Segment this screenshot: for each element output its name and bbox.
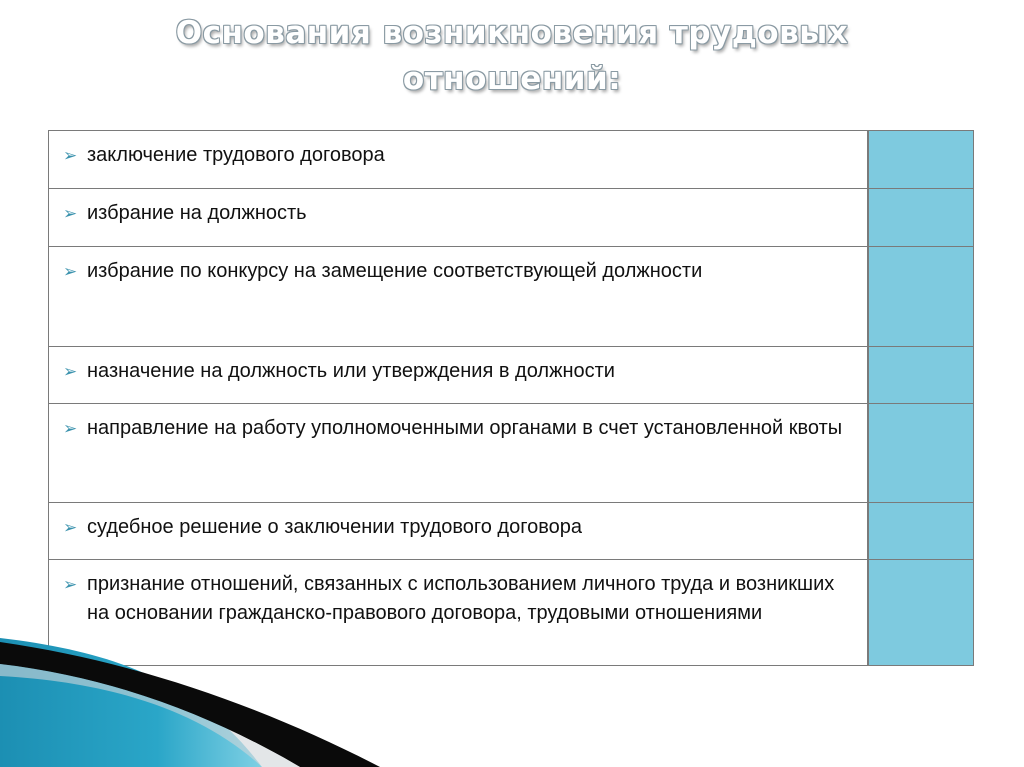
item-text: избрание на должность [87,202,307,224]
accent-cell [868,247,974,347]
item-cell [49,404,869,503]
grounds-table [48,130,974,666]
accent-cell [868,131,974,189]
corner-swoosh [0,590,1024,767]
arrow-bullet-icon: ➢ [63,262,78,281]
slide-title-line-2: отношений: [402,61,622,97]
item-text: признание отношений, связанных с использованием личного труда и возникших на основании гражданско-правового договора, трудовыми отношениями [87,573,835,624]
arrow-bullet-icon: ➢ [63,419,78,438]
slide-title-line-1: Основания возникновения трудовых [175,15,849,51]
item-text: заключение трудового договора [87,144,385,166]
arrow-bullet-icon: ➢ [63,204,78,223]
item-text: направление на работу уполномоченными органами в счет установленной квоты [87,417,843,439]
arrow-bullet-icon: ➢ [63,575,78,594]
arrow-bullet-icon: ➢ [63,146,78,165]
accent-cell [868,404,974,503]
item-cell [49,131,869,189]
item-cell [49,247,869,347]
table-row [49,404,974,503]
accent-cell [868,503,974,560]
item-cell [49,189,869,247]
table-row [49,347,974,404]
arrow-bullet-icon: ➢ [63,518,78,537]
slide-title [0,10,1024,102]
item-text: избрание по конкурсу на замещение соответствующей должности [87,260,703,282]
item-cell [49,503,869,560]
table-row [49,247,974,347]
accent-cell [868,347,974,404]
item-text: назначение на должность или утверждения в должности [87,360,615,382]
item-text: судебное решение о заключении трудового договора [87,516,582,538]
table-row [49,503,974,560]
accent-cell [868,189,974,247]
arrow-bullet-icon: ➢ [63,362,78,381]
item-cell [49,347,869,404]
table-row [49,131,974,189]
table-row [49,189,974,247]
